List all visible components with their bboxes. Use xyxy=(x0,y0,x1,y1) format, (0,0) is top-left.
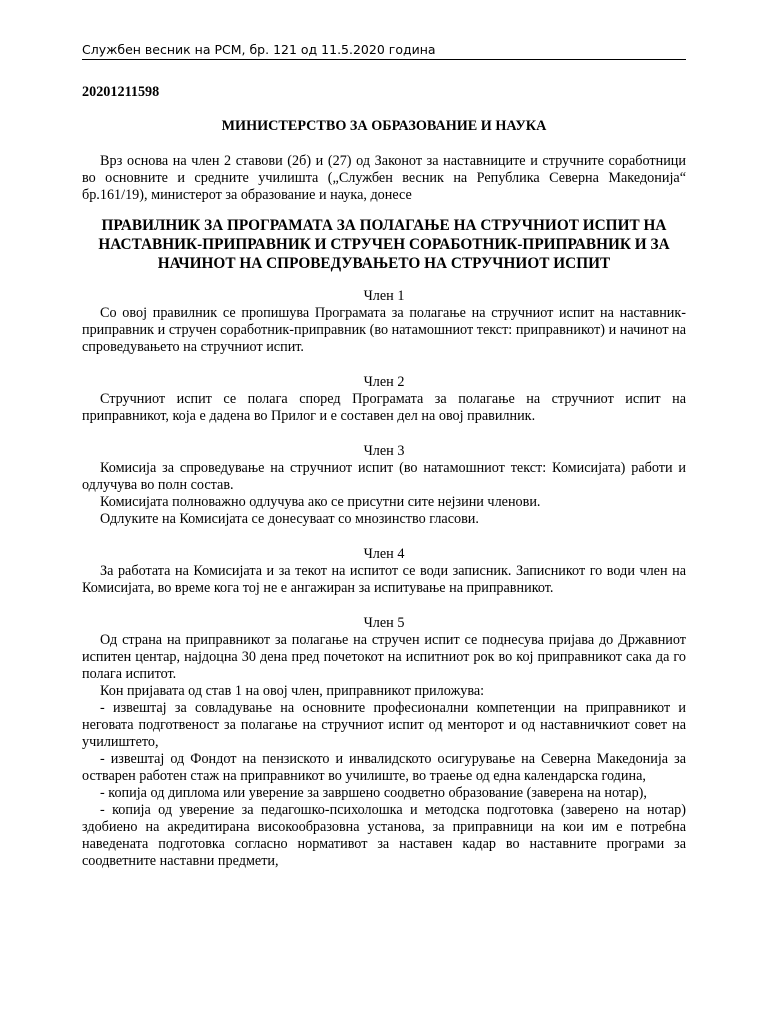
regulation-title: ПРАВИЛНИК ЗА ПРОГРАМАТА ЗА ПОЛАГАЊЕ НА СТРУЧНИОТ ИСПИТ НА НАСТАВНИК-ПРИПРАВНИК И СТРУЧЕН СОРАБОТНИК-ПРИПРАВНИК И ЗА НАЧИНОТ НА СПРОВЕДУВАЊЕТО НА СТРУЧНИОТ ИСПИТ xyxy=(98,217,670,272)
list-item: - извештај од Фондот на пензиското и инвалидското осигурување на Северна Македонија за остварен работен стаж на приправникот во училиште, во траење од една календарска година, xyxy=(82,751,686,784)
list-item: - копија од диплома или уверение за завршено соодветно образование (заверена на нотар), xyxy=(100,785,647,801)
article-paragraph: За работата на Комисијата и за текот на испитот се води записник. Записникот го води член на Комисијата, во време кога тој не е ангажиран за испитување на приправникот. xyxy=(82,563,686,596)
header-divider xyxy=(82,59,686,60)
article-paragraph: Кон пријавата од став 1 на овој член, приправникот приложува: xyxy=(100,683,485,699)
article-paragraph: Комисија за спроведување на стручниот испит (во натамошниот текст: Комисијата) работи и одлучува во полн состав. xyxy=(82,460,686,493)
article-5 xyxy=(82,615,686,870)
gazette-header: Службен весник на РСМ, бр. 121 од 11.5.2020 година xyxy=(82,42,436,57)
article-heading: Член 3 xyxy=(363,443,405,459)
article-heading: Член 2 xyxy=(363,374,405,390)
article-paragraph: Одлуките на Комисијата се донесуваат со мнозинство гласови. xyxy=(100,511,479,527)
article-1 xyxy=(82,288,686,356)
article-paragraph: Со овој правилник се пропишува Програмата за полагање на стручниот испит на наставник-приправник и стручен соработник-приправник (во натамошниот текст: приправникот) и начинот на спроведувањето на стручниот испит. xyxy=(82,305,686,355)
document-id: 20201211598 xyxy=(82,84,160,100)
article-4 xyxy=(82,546,686,597)
document-body xyxy=(82,84,686,888)
article-3 xyxy=(82,443,686,528)
article-heading: Член 5 xyxy=(363,615,405,631)
ministry-name: МИНИСТЕРСТВО ЗА ОБРАЗОВАНИЕ И НАУКА xyxy=(221,118,547,134)
article-2 xyxy=(82,374,686,425)
article-paragraph: Стручниот испит се полага според Програмата за полагање на стручниот испит на приправникот, која е дадена во Прилог и е составен дел на овој правилник. xyxy=(82,391,686,424)
list-item: - копија од уверение за педагошко-психолошка и методска подготовка (заверено на нотар) здобиено на акредитирана високообразовна установа, за приправници на кои им е потребна наведената подготовка согласно нормативот за наставен кадар во наставните програми за соодветните наставни предмети, xyxy=(82,802,686,869)
preamble: Врз основа на член 2 ставови (2б) и (27) од Законот за наставниците и стручните соработници во основните и средните училишта („Службен весник на Република Северна Македонија“ бр.161/19), министерот за образование и наука, донесе xyxy=(82,153,686,203)
article-paragraph: Од страна на приправникот за полагање на стручен испит се поднесува пријава до Државниот испитен центар, најдоцна 30 дена пред почетокот на испитниот рок во кој приправникот сака да го полага испитот. xyxy=(82,632,686,682)
article-heading: Член 4 xyxy=(363,546,405,562)
list-item: - извештај за совладување на основните професионални компетенции на приправникот и неговата подготвеност за полагање на стручниот испит од менторот и од наставничкиот совет на училиштето, xyxy=(82,700,686,750)
article-paragraph: Комисијата полноважно одлучува ако се присутни сите нејзини членови. xyxy=(100,494,541,510)
article-heading: Член 1 xyxy=(363,288,405,304)
